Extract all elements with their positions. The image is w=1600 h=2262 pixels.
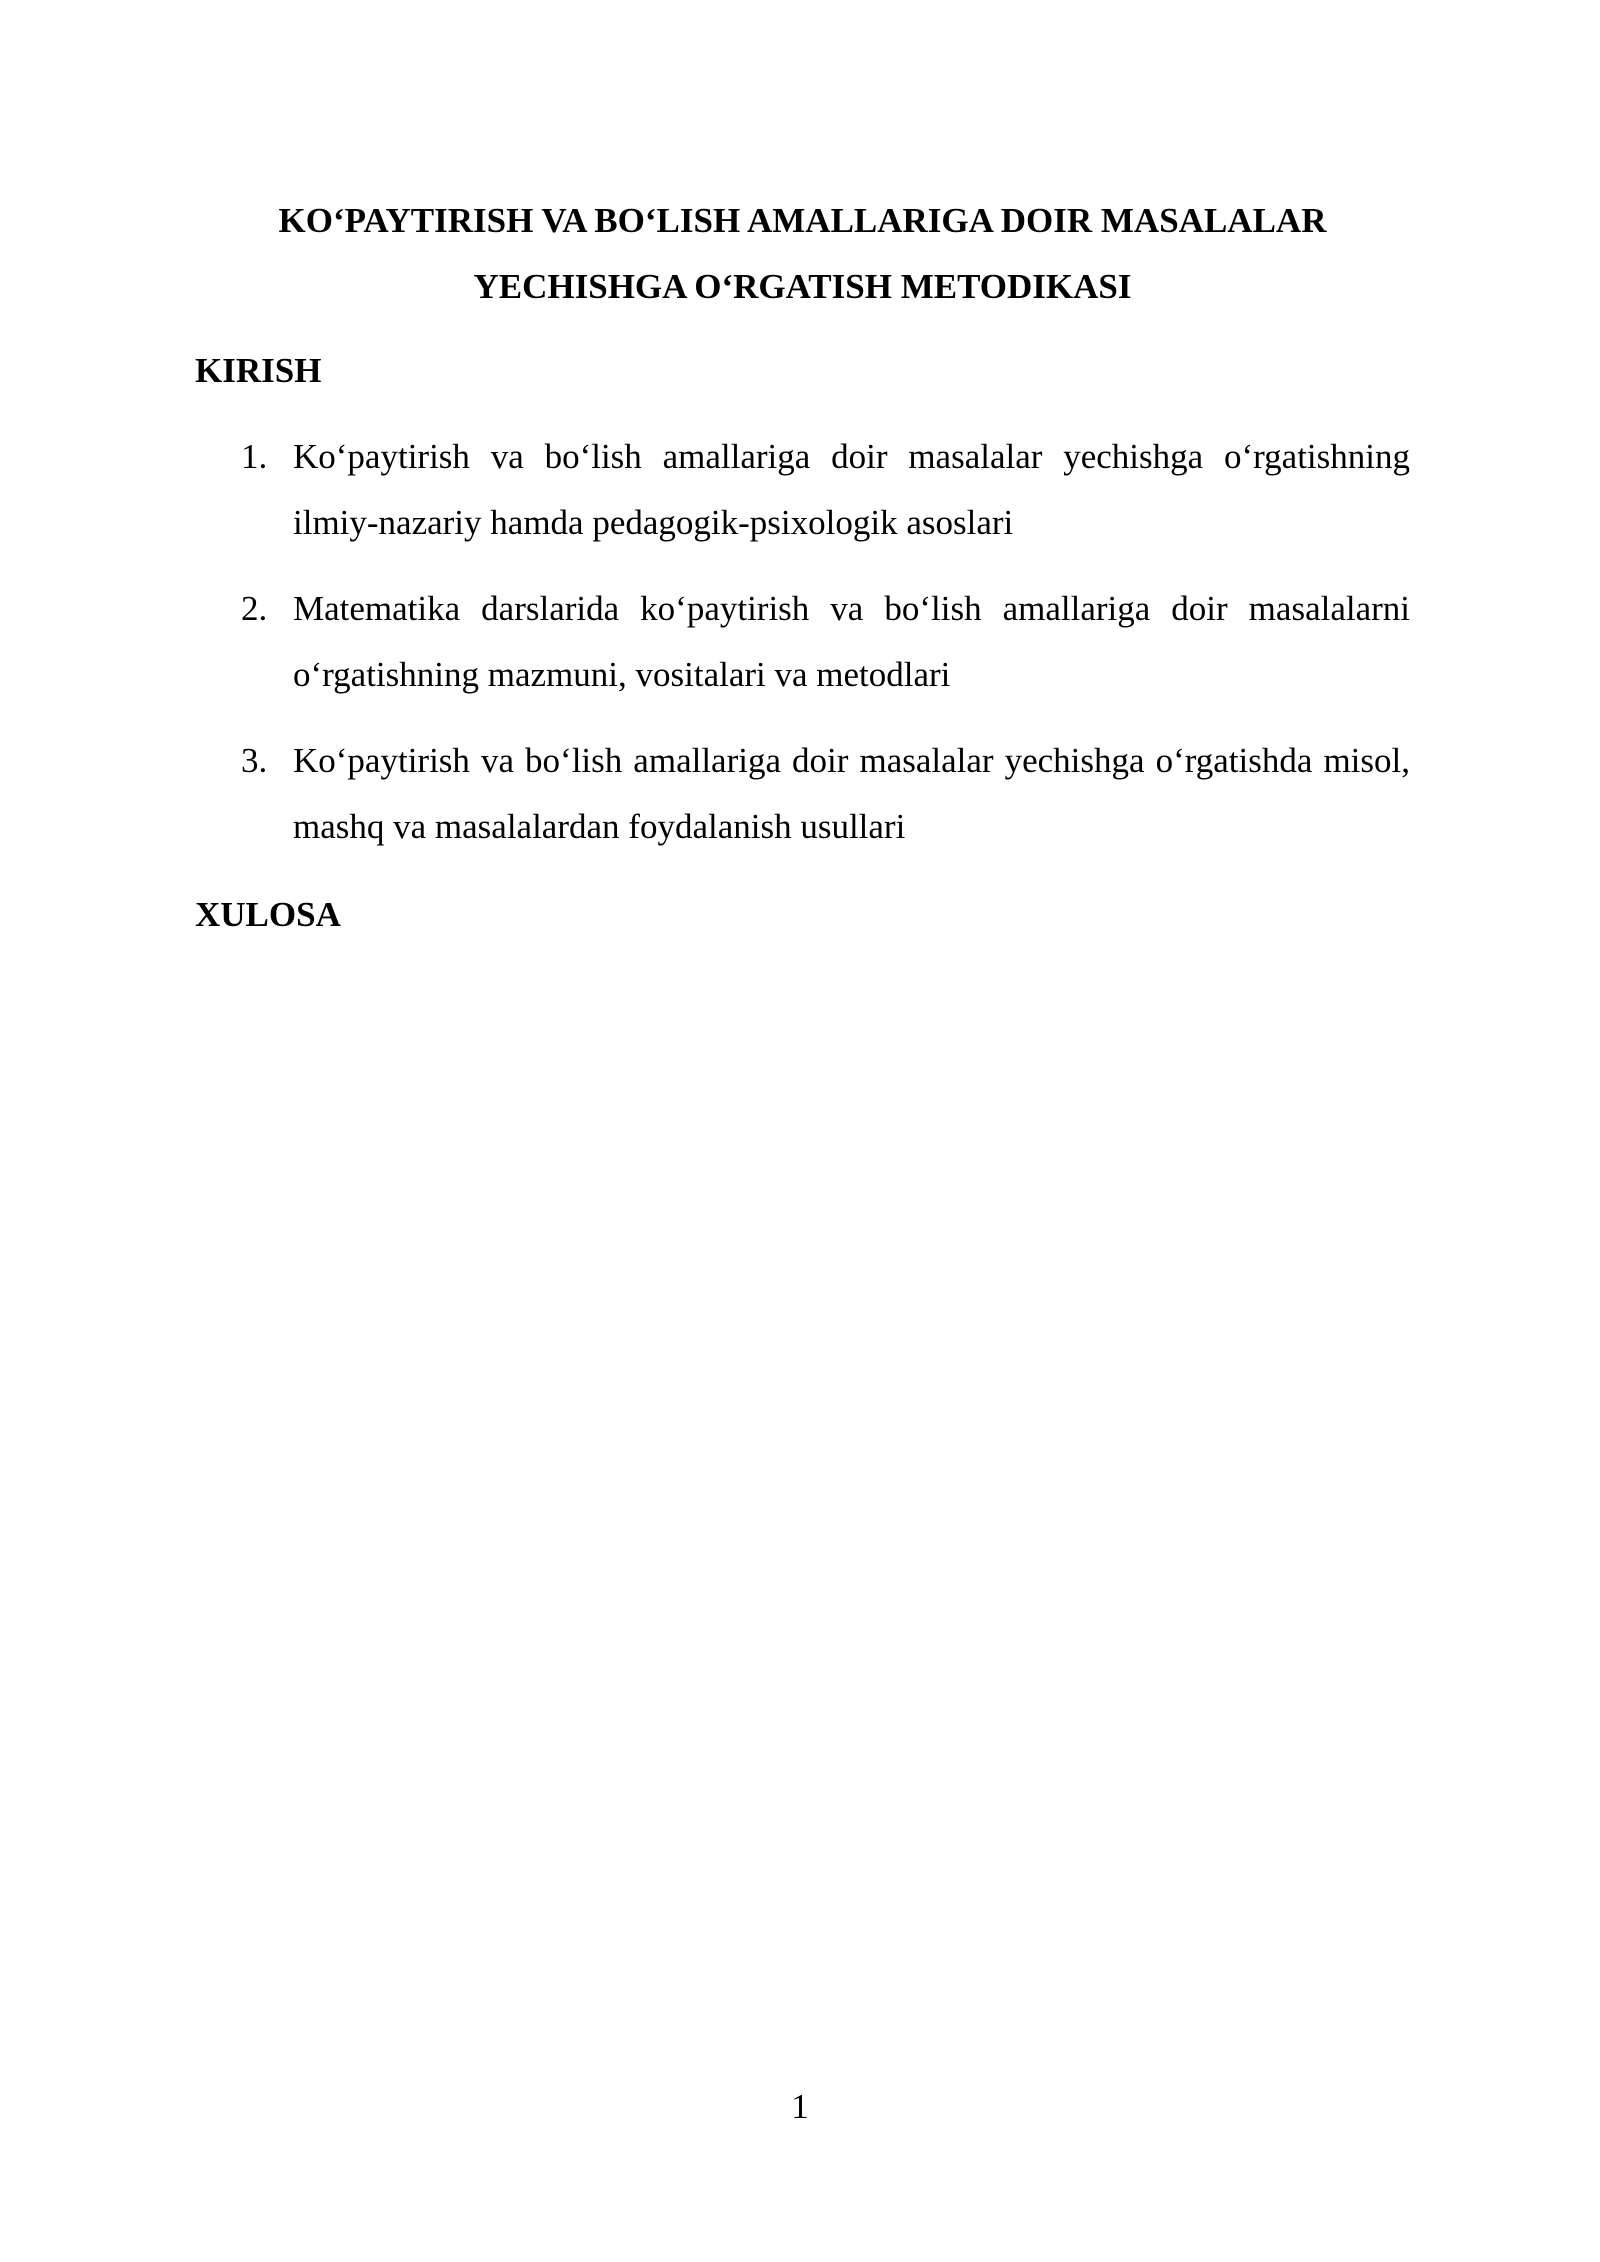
title-line-2: YECHISHGA O‘RGATISH METODIKASI <box>473 267 1132 306</box>
intro-heading: KIRISH <box>195 351 322 390</box>
table-of-contents <box>195 424 1410 880</box>
toc-item-1 <box>195 424 1410 556</box>
toc-item-2 <box>195 576 1410 708</box>
toc-item-number: 2. <box>241 589 268 628</box>
toc-item-3 <box>195 728 1410 860</box>
title-line-1: KO‘PAYTIRISH VA BO‘LISH AMALLARIGA DOIR MASALALAR <box>278 201 1327 240</box>
toc-item-text: Matematika darslarida ko‘paytirish va bo‘lish amallariga doir masalalarni o‘rgatishning mazmuni, vositalari va metodlari <box>293 589 1410 694</box>
toc-item-text: Ko‘paytirish va bo‘lish amallariga doir masalalar yechishga o‘rgatishda misol, mashq va masalalardan foydalanish usullari <box>293 741 1410 846</box>
toc-item-number: 1. <box>241 437 268 476</box>
document-title <box>195 188 1410 320</box>
conclusion-heading: XULOSA <box>195 895 341 934</box>
page-number: 1 <box>791 2087 809 2126</box>
toc-item-number: 3. <box>241 741 268 780</box>
toc-item-text: Ko‘paytirish va bo‘lish amallariga doir masalalar yechishga o‘rgatishning ilmiy-nazariy hamda pedagogik-psixologik asoslari <box>293 437 1410 542</box>
